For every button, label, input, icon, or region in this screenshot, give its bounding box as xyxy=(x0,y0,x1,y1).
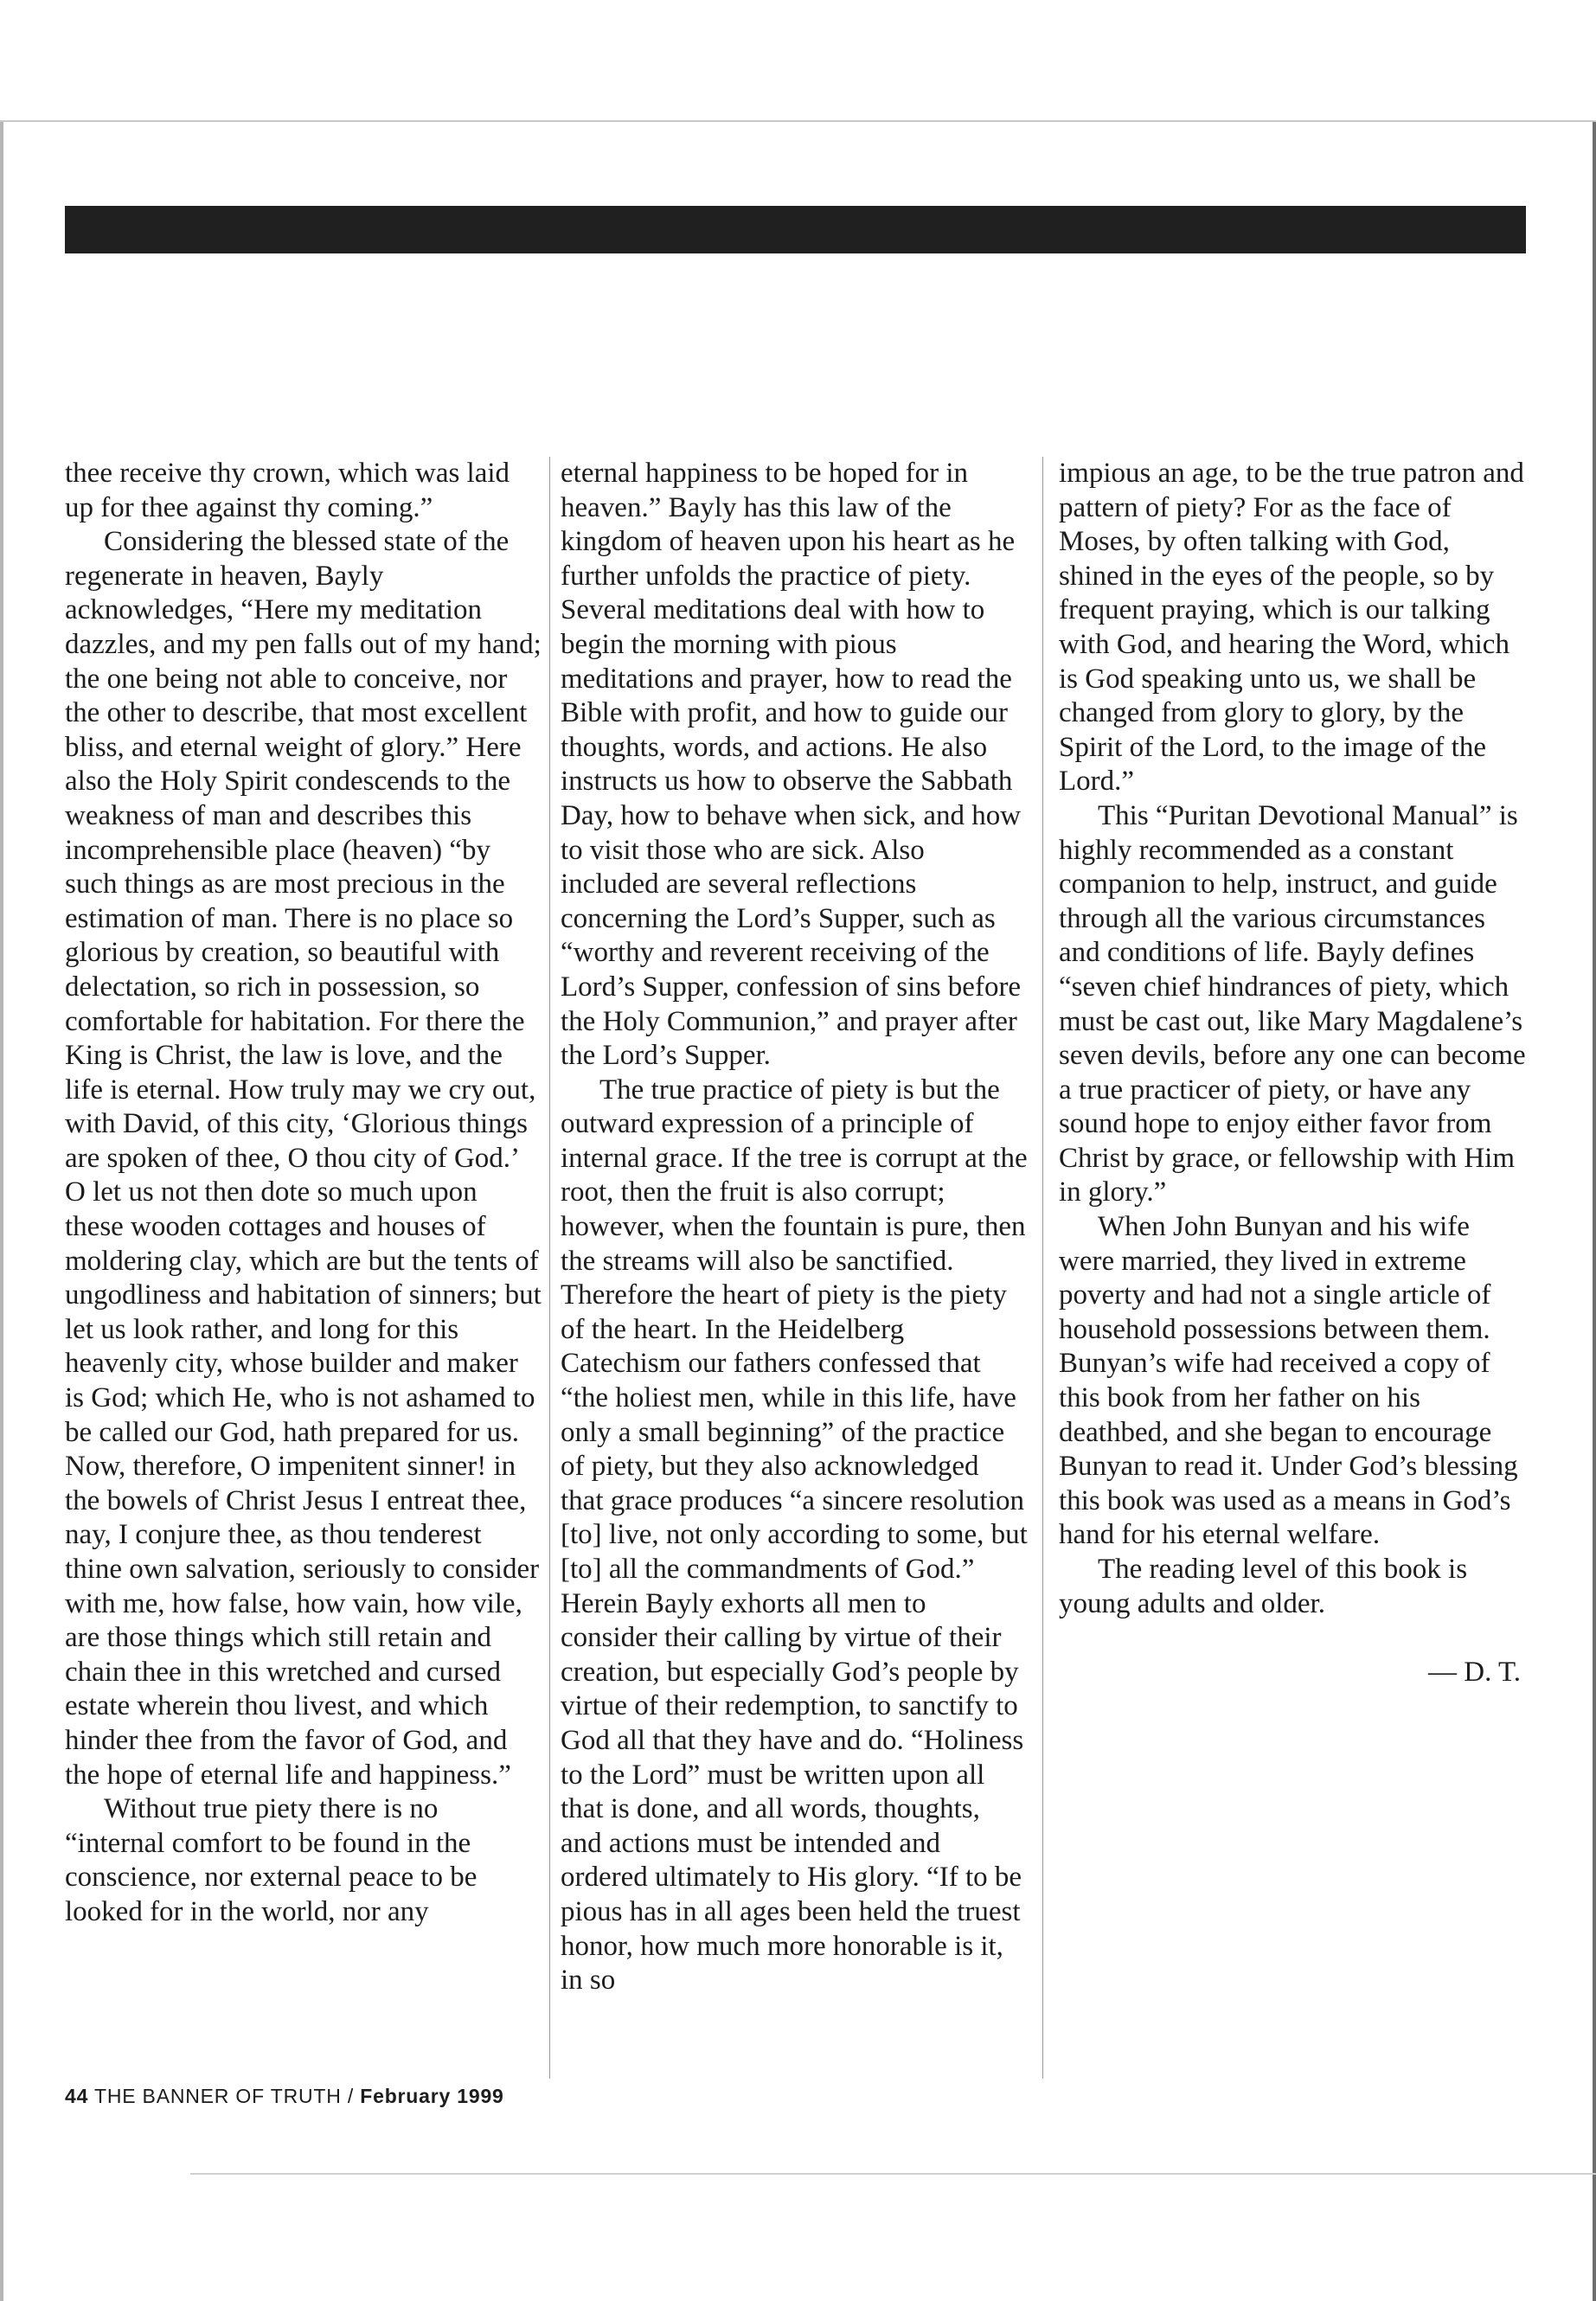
paragraph: When John Bunyan and his wife were married, they lived in extreme poverty and had not a single article of household possessions between them. Bunyan’s wife had received a copy of this book from her father on his deathbed, and she began to encourage Bunyan to read it. Under God’s blessing this book was used as a means in God’s hand for his eternal welfare. xyxy=(1059,1211,1518,1551)
paragraph: The true practice of piety is but the outward expression of a principle of internal grace. If the tree is corrupt at the root, then the fruit is also corrupt; however, when the fountain is pure, then the streams will also be sanctified. Therefore the heart of piety is the piety of the heart. In the Heidelberg Catechism our fathers confessed that “the holiest men, while in this life, have only a small beginning” of the practice of piety, but they also acknowledged that grace produces “a sincere resolution [to] live, not only according to some, but [to] all the commandments of God.” Herein Bayly exhorts all men to consider their calling by virtue of their creation, but especially God’s people by virtue of their redemption, to sanctify to God all that they have and do. “Holiness to the Lord” must be written upon all that is done, and all words, thoughts, and actions must be intended and ordered ultimately to His glory. “If to be pious has in all ages been held the truest honor, how much more honorable is it, in so xyxy=(561,1074,1028,1997)
scan-edge-left xyxy=(0,122,3,2301)
paragraph: The reading level of this book is young adults and older. xyxy=(1059,1554,1468,1619)
scan-edge-top xyxy=(0,120,1596,122)
scan-edge-right xyxy=(1593,122,1596,2301)
paragraph: thee receive thy crown, which was laid up for thee against thy coming.” xyxy=(65,458,510,523)
paragraph: eternal happiness to be hoped for in heaven.” Bayly has this law of the kingdom of heaven upon his heart as he further unfolds the practice of piety. Several meditations deal with how to begin the morning with pious meditations and prayer, how to read the Bible with profit, and how to guide our thoughts, words, and actions. He also instructs us how to observe the Sabbath Day, how to behave when sick, and how to visit those who are sick. Also included are several reflections concerning the Lord’s Supper, such as “worthy and reverent receiving of the Lord’s Supper, confession of sins before the Holy Communion,” and prayer after the Lord’s Supper. xyxy=(561,458,1022,1072)
paragraph: Considering the blessed state of the regenerate in heaven, Bayly acknowledges, “Here my meditation dazzles, and my pen falls out of my hand; the one being not able to conceive, nor the other to describe, that most excellent bliss, and eternal weight of glory.” Here also the Holy Spirit condescends to the weakness of man and describes this incomprehensible place (heaven) “by such things as are most precious in the estimation of man. There is no place so glorious by creation, so beautiful with delectation, so rich in possession, so comfortable for habitation. For there the King is Christ, the law is love, and the life is eternal. How truly may we cry out, with David, of this city, ‘Glorious things are spoken of thee, O thou city of God.’ O let us not then dote so much upon these wooden cottages and houses of moldering clay, which are but the tents of ungodliness and habitation of sinners; but let us look rather, and long for this heavenly city, whose builder and maker is God; which He, who is not ashamed to be called our God, hath prepared for us. Now, therefore, O impenitent sinner! in the bowels of Christ Jesus I entreat thee, nay, I conjure thee, as thou tenderest thine own salvation, seriously to consider with me, how false, how vain, how vile, are those things which still retain and chain thee in this wretched and cursed estate wherein thou livest, and which hinder thee from the favor of God, and the hope of eternal life and happiness.” xyxy=(65,526,542,1791)
column-rule-1 xyxy=(549,457,550,2079)
paragraph: This “Puritan Devotional Manual” is highly recommended as a constant companion to help, instruct, and guide through all the various circumstances and conditions of life. Bayly defines “seven chief hindrances of piety, which must be cast out, like Mary Magdalene’s seven devils, before any one can become a true practicer of piety, or have any sound hope to enjoy either favor from Christ by grace, or fellowship with Him in glory.” xyxy=(1059,799,1526,1208)
page-footer xyxy=(65,2085,504,2108)
text-column-1 xyxy=(65,457,542,2074)
column-rule-2 xyxy=(1042,457,1043,2079)
header-bar xyxy=(65,206,1526,253)
issue-date: February 1999 xyxy=(360,2085,504,2107)
publication-title: THE BANNER OF TRUTH xyxy=(93,2085,342,2107)
paragraph: impious an age, to be the true patron and pattern of piety? For as the face of Moses, by often talking with God, shined in the eyes of the people, so by frequent praying, which is our talking with God, and hearing the Word, which is God speaking unto us, we shall be changed from glory to glory, by the Spirit of the Lord, to the image of the Lord.” xyxy=(1059,458,1524,798)
text-column-3 xyxy=(1059,457,1529,2074)
page-number: 44 xyxy=(65,2085,89,2107)
footer-separator: / xyxy=(347,2085,355,2107)
paragraph: Without true piety there is no “internal comfort to be found in the conscience, nor external peace to be looked for in the world, nor any xyxy=(65,1793,478,1927)
author-signature: — D. T. xyxy=(1428,1657,1521,1689)
text-column-2 xyxy=(561,457,1028,2074)
scan-edge-bottom xyxy=(190,2173,1596,2175)
